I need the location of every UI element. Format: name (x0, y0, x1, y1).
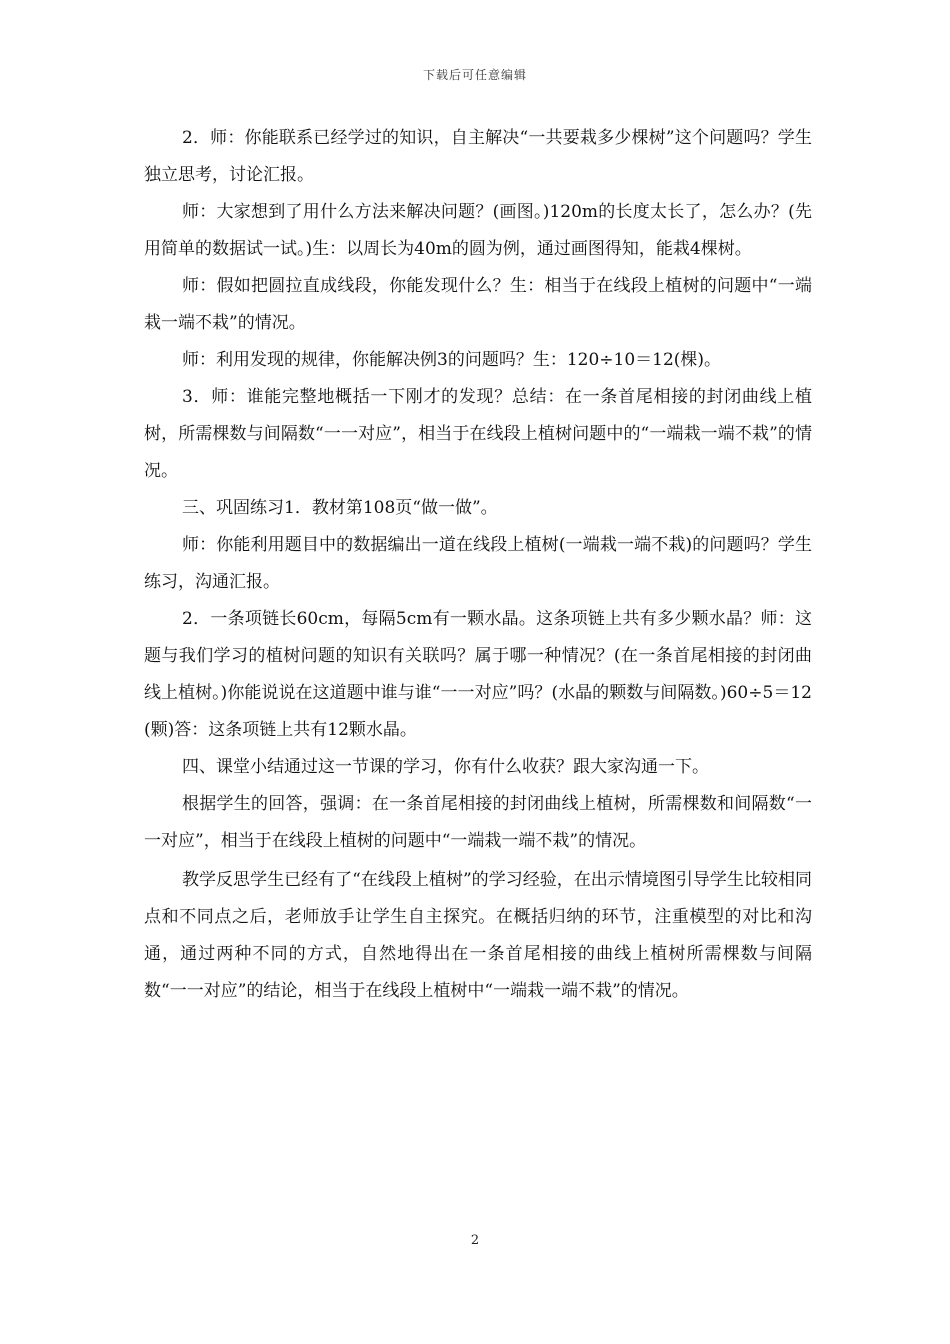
page-number: 2 (470, 1233, 480, 1248)
page-header: 下载后可任意编辑 (422, 68, 527, 82)
paragraph: 教学反思学生已经有了“在线段上植树”的学习经验，在出示情境图引导学生比较相同点和不同点之后，老师放手让学生自主探究。在概括归纳的环节，注重模型的对比和沟通，通过两种不同的方式，自然地得出在一条首尾相接的曲线上植树所需棵数与间隔数“一一对应”的结论，相当于在线段上植树中“一端栽一端不栽”的情况。 (144, 870, 812, 1001)
paragraph: 3．师：谁能完整地概括一下刚才的发现？总结：在一条首尾相接的封闭曲线上植树，所需棵数与间隔数“一一对应”，相当于在线段上植树问题中的“一端栽一端不栽”的情况。 (144, 387, 812, 481)
paragraph: 四、课堂小结通过这一节课的学习，你有什么收获？跟大家沟通一下。 (182, 757, 709, 777)
paragraph: 师：你能利用题目中的数据编出一道在线段上植树(一端栽一端不栽)的问题吗？学生练习，沟通汇报。 (144, 535, 812, 592)
paragraph: 2．师：你能联系已经学过的知识，自主解决“一共要栽多少棵树”这个问题吗？学生独立思考，讨论汇报。 (144, 128, 812, 185)
paragraph: 师：假如把圆拉直成线段，你能发现什么？生：相当于在线段上植树的问题中“一端栽一端不栽”的情况。 (144, 276, 812, 333)
paragraph: 师：大家想到了用什么方法来解决问题？(画图。)120m的长度太长了，怎么办？(先用简单的数据试一试。)生：以周长为40m的圆为例，通过画图得知，能栽4棵树。 (144, 202, 812, 259)
document-body (144, 120, 812, 1010)
paragraph: 三、巩固练习1．教材第108页“做一做”。 (182, 498, 498, 518)
paragraph: 师：利用发现的规律，你能解决例3的问题吗？生：120÷10＝12(棵)。 (182, 350, 722, 370)
paragraph: 2．一条项链长60cm，每隔5cm有一颗水晶。这条项链上共有多少颗水晶？师：这题与我们学习的植树问题的知识有关联吗？属于哪一种情况？(在一条首尾相接的封闭曲线上植树。)你能说说在这道题中谁与谁“一一对应”吗？(水晶的颗数与间隔数。)60÷5＝12(颗)答：这条项链上共有12颗水晶。 (144, 609, 812, 740)
paragraph: 根据学生的回答，强调：在一条首尾相接的封闭曲线上植树，所需棵数和间隔数“一一对应”，相当于在线段上植树的问题中“一端栽一端不栽”的情况。 (144, 794, 812, 851)
